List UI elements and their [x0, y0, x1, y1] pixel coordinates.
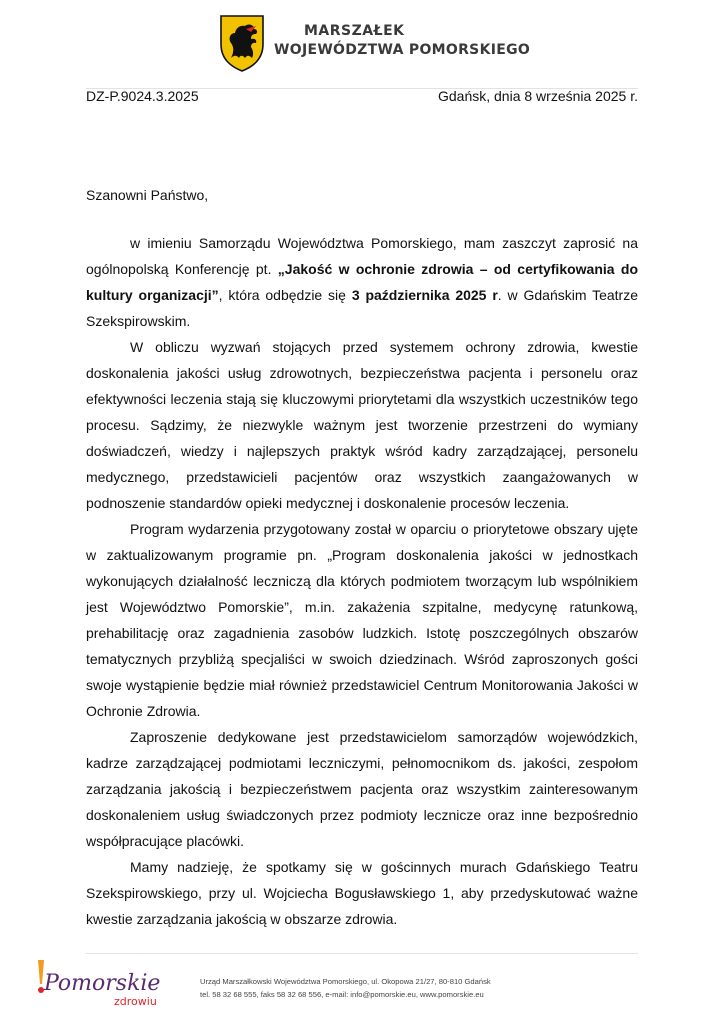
footer-contacts: tel. 58 32 68 555, faks 58 32 68 556, e-mail: info@pomorskie.eu, www.pomorskie.eu	[200, 990, 484, 999]
footer-divider	[86, 953, 638, 954]
invitation-text-3: . w Gdańskim Teatrze Szekspirowskim.	[86, 287, 639, 329]
pomorskie-zdrowiu-logo	[34, 958, 184, 1010]
paragraph-challenges: W obliczu wyzwań stojących przed systemem ochrony zdrowia, kwestie doskonalenia jakości usług zdrowotnych, bezpieczeństwa pacjenta i personelu oraz efektywności leczenia stają się kluczowymi priorytetami dla wszystkich uczestników tego procesu. Sądzimy, że niezwykle ważnym jest tworzenie przestrzeni do wymiany doświadczeń, wiedzy i najlepszych praktyk wśród kadry zarządzającej, personelu medycznego, przedstawicieli pacjentów oraz wszystkich zaangażowanych w podnoszenie standardów opieki medycznej i doskonalenie procesów leczenia.	[86, 339, 638, 511]
conference-title: „Jakość w ochronie zdrowia – od certyfikowania do kultury organizacji”	[86, 261, 638, 303]
issuing-office	[274, 22, 530, 60]
footer-contact	[200, 975, 491, 1001]
letter-body	[86, 182, 638, 932]
greeting: Szanowni Państwo,	[86, 187, 209, 203]
invitation-text-1: w imieniu Samorządu Województwa Pomorskiego, mam zaszczyt zaprosić na ogólnopolską Konferencję pt.	[86, 235, 638, 277]
svg-text:Pomorskie: Pomorskie	[44, 971, 161, 996]
conference-date: 3 października 2025 r	[351, 287, 498, 303]
svg-text:zdrowiu: zdrowiu	[114, 995, 157, 1008]
document-reference: DZ-P.9024.3.2025	[86, 88, 199, 104]
office-title-line1: MARSZAŁEK	[304, 23, 405, 39]
office-title-line2: WOJEWÓDZTWA POMORSKIEGO	[274, 42, 531, 58]
paragraph-audience: Zaproszenie dedykowane jest przedstawicielom samorządów wojewódzkich, kadrze zarządzającej podmiotami leczniczymi, pełnomocnikom ds. jakości, zespołom zarządzania jakością i bezpieczeństwem pacjenta oraz wszystkim zainteresowanym doskonaleniem usług świadczonych przez podmioty lecznicze oraz inne bezpośrednio współpracujące placówki.	[86, 729, 638, 849]
paragraph-invitation	[86, 230, 638, 334]
coat-of-arms-griffin-icon	[218, 14, 266, 72]
paragraph-closing: Mamy nadzieję, że spotkamy się w gościnnych murach Gdańskiego Teatru Szekspirowskiego, przy ul. Wojciecha Bogusławskiego 1, aby przedyskutować ważne kwestie zarządzania jakością w obszarze zdrowia.	[86, 859, 638, 927]
footer-address: Urząd Marszałkowski Województwa Pomorskiego, ul. Okopowa 21/27, 80-810 Gdańsk	[200, 977, 491, 986]
letterhead	[0, 0, 724, 92]
letter-date: Gdańsk, dnia 8 września 2025 r.	[437, 88, 638, 104]
paragraph-program: Program wydarzenia przygotowany został w oparciu o priorytetowe obszary ujęte w zaktualizowanym programie pn. „Program doskonalenia jakości w jednostkach wykonujących działalność leczniczą dla których podmiotem tworzącym lub wspólnikiem jest Województwo Pomorskie”, m.in. zakażenia szpitalne, medycynę ratunkową, prehabilitację oraz zagadnienia zasobów ludzkich. Istotę poszczególnych obszarów tematycznych przybliżą specjaliści w swoich dziedzinach. Wśród zaproszonych gości swoje wystąpienie będzie miał również przedstawiciel Centrum Monitorowania Jakości w Ochronie Zdrowia.	[86, 521, 638, 719]
invitation-text-2: , która odbędzie się	[218, 287, 352, 303]
